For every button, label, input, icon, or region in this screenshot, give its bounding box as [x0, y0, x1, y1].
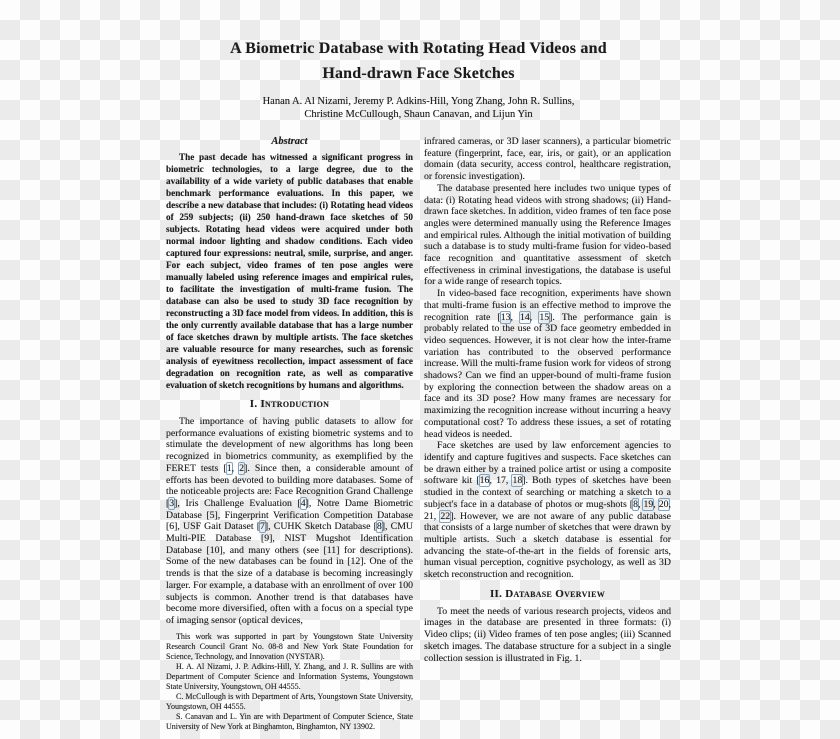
paper-authors [166, 95, 671, 121]
citation-4[interactable]: 4 [300, 497, 306, 509]
footnotes-block [166, 632, 413, 732]
title-block [166, 36, 671, 121]
citation-5: 5 [209, 509, 215, 521]
authors-line-1: Hanan A. Al Nizami, Jeremy P. Adkins-Hill, Yong Zhang, John R. Sullins, [262, 96, 575, 107]
paragraph: S. Canavan and L. Yin are with Department of Computer Science, State University of New York at Binghamton, Binghamton, NY 13902. [166, 711, 413, 731]
citation-8[interactable]: 8 [633, 498, 638, 510]
abstract-heading: Abstract [271, 136, 308, 147]
authors-line-2: Christine McCullough, Shaun Canavan, and Lijun Yin [304, 109, 533, 120]
citation-8[interactable]: 8 [376, 521, 382, 533]
citation-15[interactable]: 15 [539, 311, 550, 323]
paragraph: Face sketches are used by law enforcement agencies to identify and capture fugitives and suspects. Face sketches can be drawn either by a trained police artist or using a composite software kit [16, 17, 18]. Both types of sketches have been studied in the context of searching or matching a sketch to a subject's face in a database of photos or mug-shots [8, 19, 20, 21, 22]. However, we are not aware of any public database that consists of a large number of sketches that were drawn by multiple artists. Such a sketch database is essential for advancing the state-of-the-art in the fields of forensic arts, human visual perception, cognitive psychology, as well as 3D sketch reconstruction and recognition. [424, 440, 671, 581]
left-column [166, 136, 413, 732]
citation-20[interactable]: 20 [658, 498, 669, 510]
two-column-body [166, 136, 671, 732]
citation-16[interactable]: 16 [479, 475, 490, 487]
paper-title-line-1: A Biometric Database with Rotating Head Videos and [230, 40, 607, 57]
paragraph: infrared cameras, or 3D laser scanners), a particular biometric feature (fingerprint, face, ear, iris, or gait), or an application domain (data security, access control, healthcare registration, or forensic investigation). [424, 136, 671, 183]
paragraph: The database presented here includes two unique types of data: (i) Rotating head videos with strong shadows; (ii) Hand-drawn face sketches. In addition, video frames of ten face pose angles were determined manually using the Reference Images and empirical rules. Although the initial motivation of building such a database is to study multi-frame fusion for video-based face recognition and quantitative assessment of sketch effectiveness in criminal investigations, the database is useful for a wide range of research topics. [424, 182, 671, 288]
paragraph: H. A. Al Nizami, J. P. Adkins-Hill, Y. Zhang, and J. R. Sullins are with Department of Computer Science and Information Systems, Youngstown State University, Youngstown, OH 44555. [166, 661, 413, 691]
citation-10: 10 [209, 544, 220, 556]
citation-6: 6 [169, 521, 175, 533]
citation-11: 11 [326, 544, 337, 556]
paragraph: This work was supported in part by Youngstown State University Research Council Grant No. 08-8 and New York State Foundation for Science, Technology, and Innovation (NYSTAR). [166, 631, 413, 661]
citation-21: 21 [424, 510, 434, 522]
introduction-paragraphs [166, 416, 413, 627]
paper-title-line-2: Hand-drawn Face Sketches [322, 65, 515, 82]
paper-page [166, 36, 671, 731]
paragraph: C. McCullough is with Department of Arts, Youngstown State University, Youngstown, OH 44555. [166, 691, 413, 711]
citation-14[interactable]: 14 [520, 311, 530, 323]
section-heading-introduction: I. Introduction [249, 398, 330, 410]
database-overview-paragraphs [424, 606, 671, 665]
citation-18[interactable]: 18 [512, 475, 523, 487]
introduction-continued-paragraphs [424, 136, 671, 581]
citation-17: 17 [496, 475, 506, 487]
paragraph: To meet the needs of various research projects, videos and images in the database are presented in three formats: (i) Video clips; (ii) Video frames of ten pose angles; (iii) Scanned sketch images. The database structure for a subject in a single collection session is illustrated in Fig. 1. [424, 605, 671, 664]
paragraph: In video-based face recognition, experiments have shown that multi-frame fusion is an effective method to improve the recognition rate [13, 14, 15]. The performance gain is probably related to the use of 3D face geometry embedded in video sequences. However, it is not clear how the inter-frame variation has contributed to the observed performance increase. Will the multi-frame fusion work for videos of strong shadows? Can we find an upper-bound of multi-frame fusion by exploring the connection between the shadow areas on a face and its 3D pose? How many frames are necessary for maximizing the recognition increase without incurring a heavy computational cost? To address these issues, a set of rotating head videos is needed. [424, 288, 671, 440]
citation-22[interactable]: 22 [440, 510, 451, 522]
citation-3[interactable]: 3 [169, 497, 175, 509]
citation-2[interactable]: 2 [239, 462, 245, 474]
citation-19[interactable]: 19 [643, 498, 654, 510]
citation-9: 9 [264, 533, 270, 545]
paragraph: The importance of having public datasets to allow for performance evaluations of existing biometric systems and to stimulate the development of new algorithms has long been recognized in biometrics community, as exemplified by the FERET tests [1, 2]. Since then, a considerable amount of efforts has been devoted to building more databases. Some of the noticeable projects are: Face Recognition Grand Challenge [3], Iris Challenge Evaluation [4], Notre Dame Biometric Database [5], Fingerprint Verification Competition Database [6], USF Gait Dataset [7], CUHK Sketch Database [8], CMU Multi-PIE Database [9], NIST Mugshot Identification Database [10], and many others (see [11] for descriptions). Some of the new databases can be found in [12]. One of the trends is that the size of a database is becoming increasingly larger. For example, a database with an enrollment of over 100 subjects is common. Another trend is that databases have become more diversified, often with a focus on a special type of imaging sensor (optical devices, [166, 416, 414, 626]
section-heading-database-overview: II. Database Overview [489, 587, 606, 600]
abstract-text: The past decade has witnessed a significant progress in biometric technologies, to a large degree, due to the availability of a wide variety of public databases that enable benchmark performance evaluations. In this paper, we describe a new database that includes: (i) Rotating head videos of 259 subjects; (ii) 250 hand-drawn face sketches of 50 subjects. Rotating head videos were acquired under both normal indoor lighting and shadow conditions. Each video captured four expressions: neutral, smile, surprise, and anger. For each subject, video frames of ten pose angles were manually labeled using reference images and empirical rules, to facilitate the investigation of multi-frame fusion. The database can also be used to study 3D face recognition by reconstructing a 3D face model from videos. In addition, this is the only currently available database that has a large number of face sketches drawn by multiple artists. The face sketches are valuable resource for many researches, such as forensic analysis of eyewitness recollection, impact assessment of face degradation on recognition rate, as well as comparative evaluation of sketch recognitions by humans and algorithms. [166, 152, 413, 390]
citation-13[interactable]: 13 [500, 311, 511, 323]
citation-7[interactable]: 7 [260, 521, 265, 533]
right-column [424, 136, 671, 664]
citation-1[interactable]: 1 [226, 462, 232, 474]
citation-12: 12 [350, 556, 361, 568]
paper-title [166, 36, 671, 86]
